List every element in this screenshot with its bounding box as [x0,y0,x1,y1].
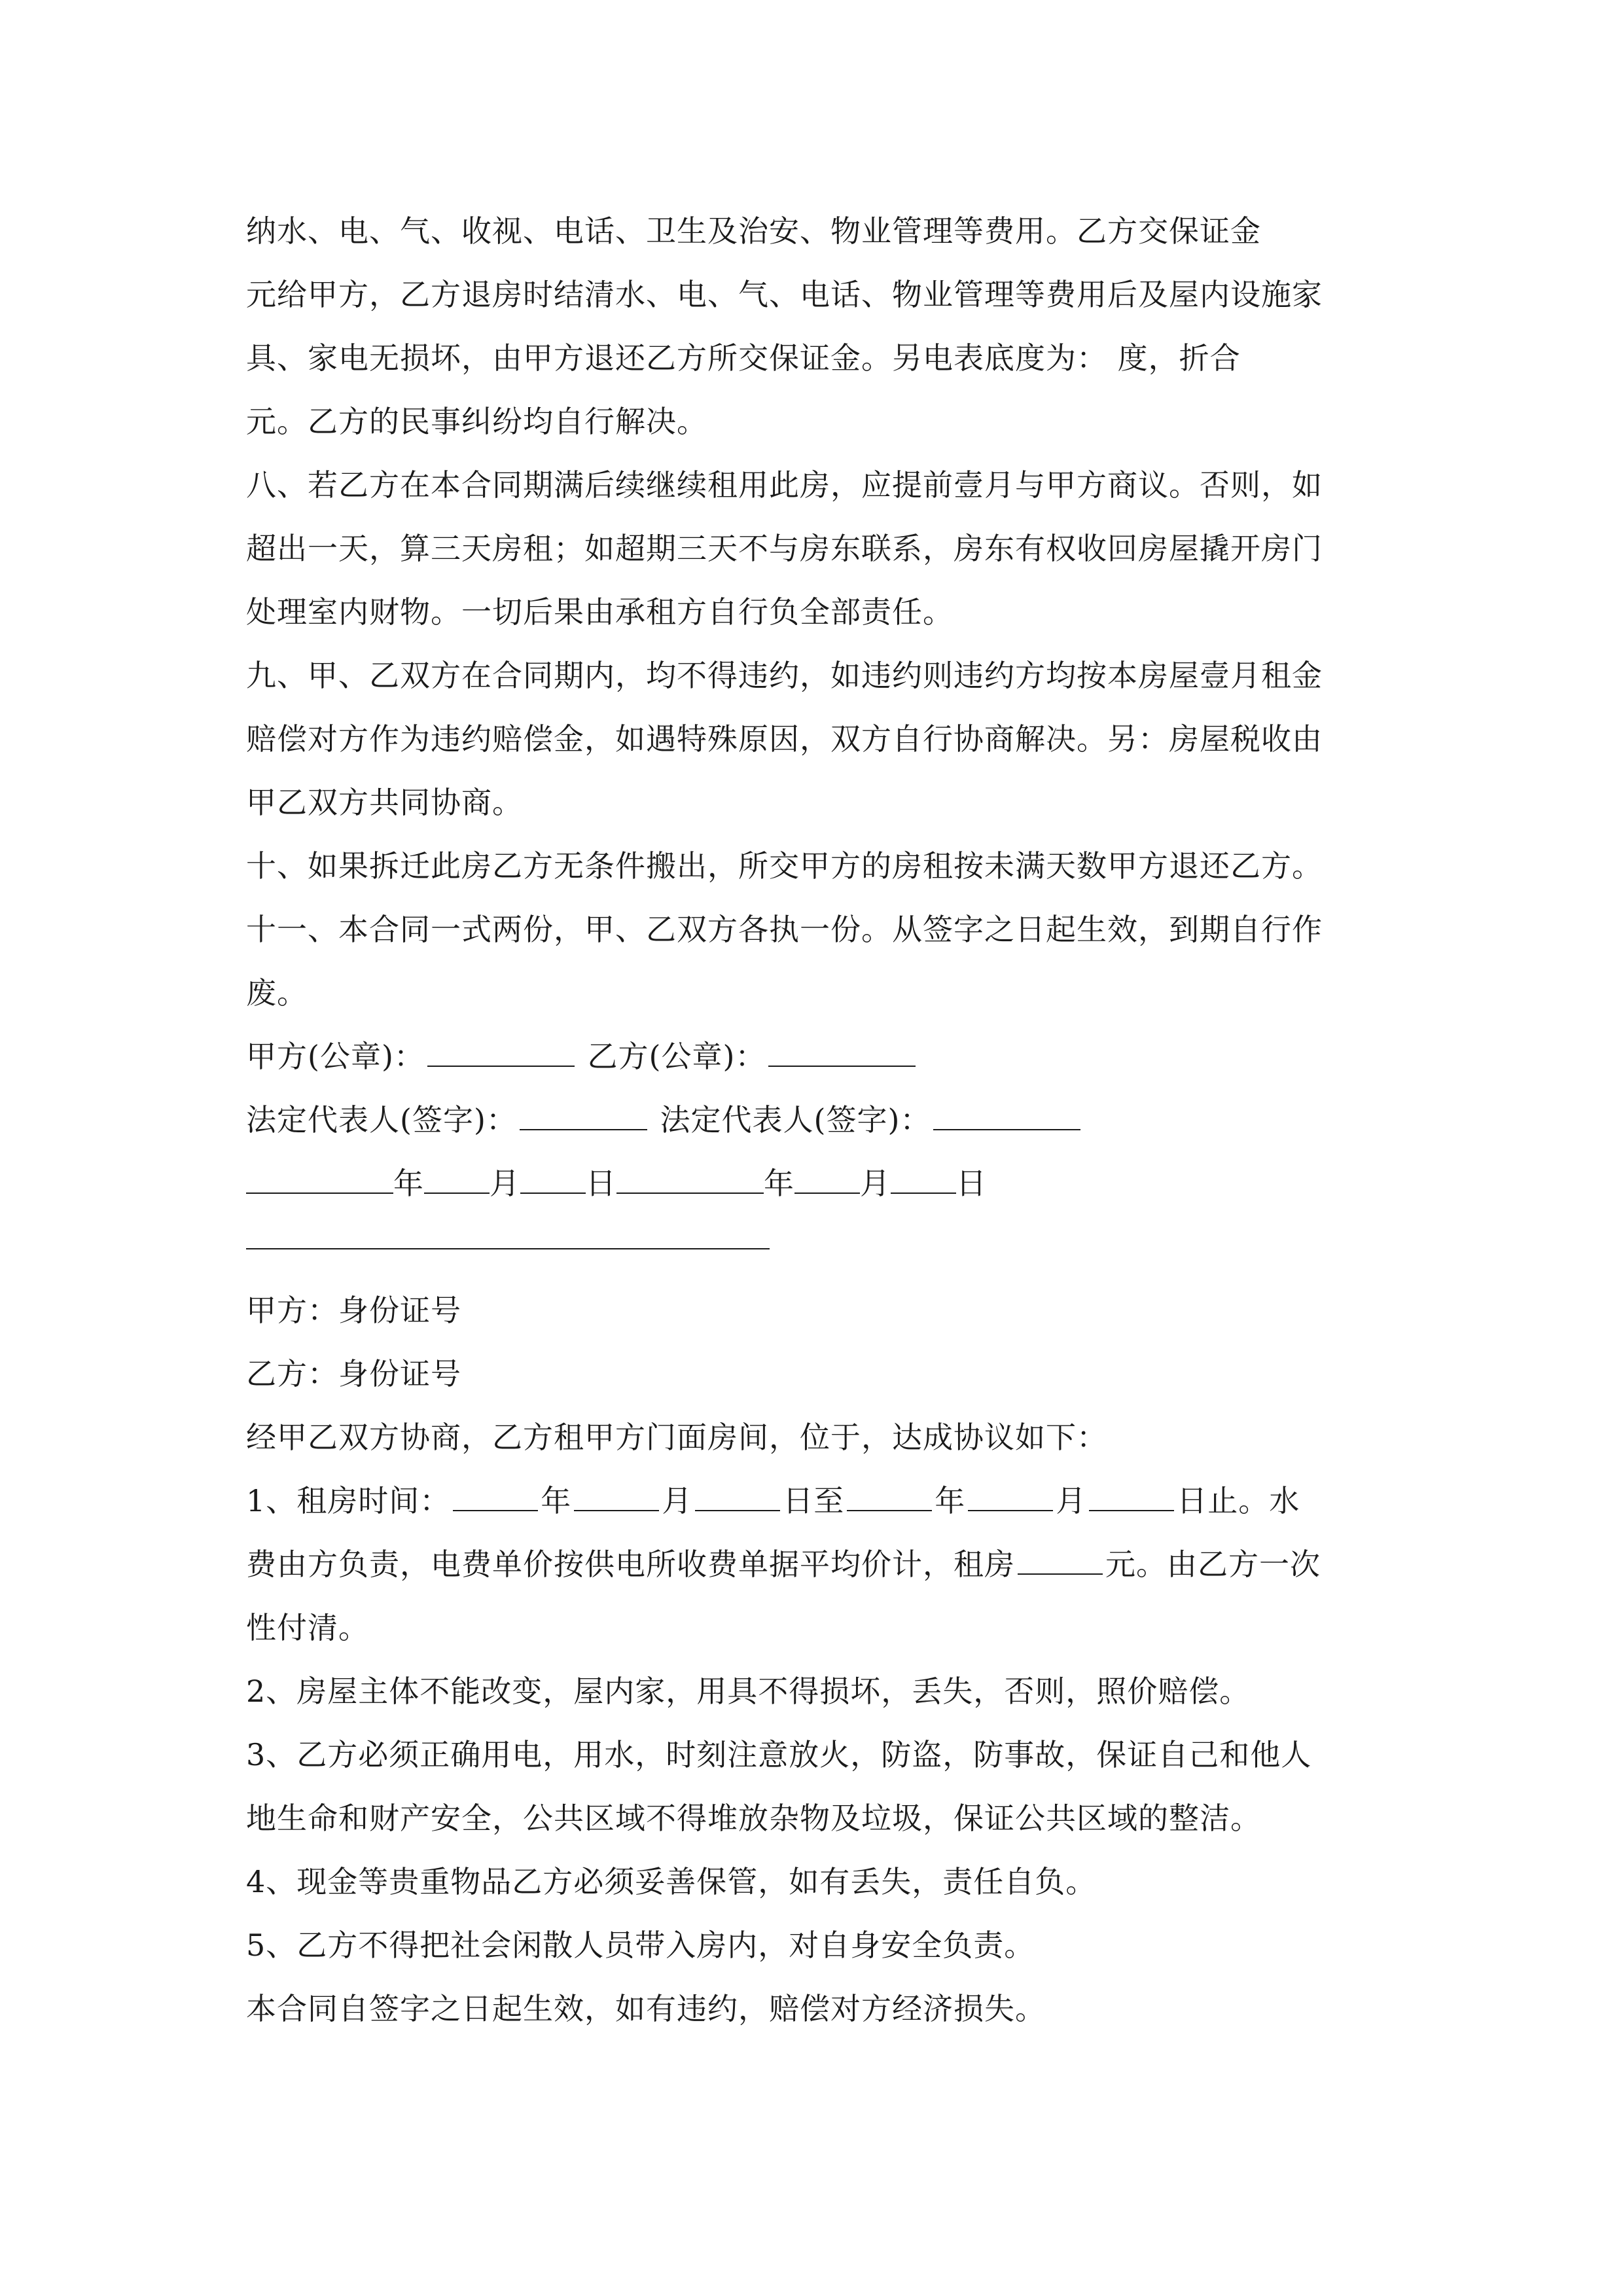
item-1-line-2-text-a: 费由方负责，电费单价按供电所收费单据平均价计，租房 [246,1547,1015,1582]
end-month-label: 月 [1056,1483,1087,1518]
start-day-label: 日 [783,1483,814,1518]
legal-rep-a-blank[interactable] [520,1103,647,1130]
section-8-line-2: 超出一天，算三天房租；如超期三天不与房东联系，房东有权收回房屋撬开房门 [246,531,1323,566]
section-8-line-1: 八、若乙方在本合同期满后续继续租用此房，应提前壹月与甲方商议。否则，如 [246,467,1323,503]
party-a-seal-blank[interactable] [427,1039,575,1067]
date-b-month-label: 月 [860,1166,891,1201]
item-1-to: 至 [813,1483,845,1518]
date-a-day-label: 日 [586,1166,616,1201]
item-5: 5、乙方不得把社会闲散人员带入房内，对自身安全负责。 [246,1928,1035,1963]
legal-rep-row [246,1088,1404,1152]
start-month-blank[interactable] [574,1484,659,1511]
item-1-line-2-text-b: 元。由乙方一次 [1105,1547,1321,1582]
section-7-line-4: 元。乙方的民事纠纷均自行解决。 [246,404,707,439]
party-b-seal-label: 乙方(公章)： [587,1039,766,1074]
date-a-year-blank[interactable] [246,1166,393,1194]
date-a-month-blank[interactable] [424,1166,490,1194]
divider-line [246,1248,770,1249]
section-11-line-2: 废。 [246,975,308,1011]
end-year-blank[interactable] [847,1484,932,1511]
section-9-line-1: 九、甲、乙双方在合同期内，均不得违约，如违约则违约方均按本房屋壹月租金 [246,658,1323,693]
end-day-blank[interactable] [1089,1484,1174,1511]
section-8-line-3: 处理室内财物。一切后果由承租方自行负全部责任。 [246,594,954,630]
section-11-line-1: 十一、本合同一式两份，甲、乙双方各执一份。从签字之日起生效，到期自行作 [246,912,1323,947]
legal-rep-a-label: 法定代表人(签字)： [246,1102,517,1138]
item-1-line-1 [246,1469,1404,1533]
date-a-month-label: 月 [490,1166,520,1201]
end-year-label: 年 [935,1483,966,1518]
end-day-label: 日 [1177,1483,1208,1518]
start-month-label: 月 [662,1483,693,1518]
date-b-year-blank[interactable] [616,1166,764,1194]
party-a-id-line: 甲方：身份证号 [246,1293,461,1328]
legal-rep-b-label: 法定代表人(签字)： [660,1102,931,1138]
contract-page [246,200,1404,2041]
item-1-label: 1、租房时间： [246,1483,451,1518]
item-3-line-1: 3、乙方必须正确用电，用水，时刻注意放火，防盗，防事故，保证自己和他人 [246,1737,1312,1772]
date-a-day-blank[interactable] [520,1166,586,1194]
section-9-line-3: 甲乙双方共同协商。 [246,785,523,820]
end-month-blank[interactable] [968,1484,1053,1511]
section-10-line-1: 十、如果拆迁此房乙方无条件搬出，所交甲方的房租按未满天数甲方退还乙方。 [246,848,1323,884]
section-divider [246,1215,1404,1279]
party-b-id-line: 乙方：身份证号 [246,1356,461,1391]
section-9-line-2: 赔偿对方作为违约赔偿金，如遇特殊原因，双方自行协商解决。另：房屋税收由 [246,721,1323,757]
item-2: 2、房屋主体不能改变，屋内家，用具不得损坏，丢失，否则，照价赔偿。 [246,1674,1251,1709]
start-year-label: 年 [541,1483,572,1518]
closing-statement: 本合同自签字之日起生效，如有违约，赔偿对方经济损失。 [246,1991,1046,2026]
item-3-line-2: 地生命和财产安全，公共区域不得堆放杂物及垃圾，保证公共区域的整洁。 [246,1801,1261,1836]
agreement-intro: 经甲乙双方协商，乙方租甲方门面房间，位于，达成协议如下： [246,1420,1107,1455]
date-b-day-label: 日 [956,1166,987,1201]
date-a-year-label: 年 [393,1166,424,1201]
item-1-end: 止。水 [1207,1483,1300,1518]
item-1-line-2 [246,1533,1404,1596]
legal-rep-b-blank[interactable] [933,1103,1080,1130]
date-b-day-blank[interactable] [891,1166,956,1194]
section-7-line-2: 元给甲方，乙方退房时结清水、电、气、电话、物业管理等费用后及屋内设施家 [246,277,1323,312]
date-b-month-blank[interactable] [794,1166,860,1194]
item-4: 4、现金等贵重物品乙方必须妥善保管，如有丢失，责任自负。 [246,1864,1097,1899]
start-day-blank[interactable] [695,1484,780,1511]
section-7-line-3: 具、家电无损坏，由甲方退还乙方所交保证金。另电表底度为： 度，折合 [246,340,1241,376]
date-row [246,1152,1404,1215]
item-1-line-3: 性付清。 [246,1610,369,1645]
seal-signature-row [246,1025,1404,1088]
rent-amount-blank[interactable] [1018,1547,1103,1575]
start-year-blank[interactable] [453,1484,538,1511]
section-7-line-1: 纳水、电、气、收视、电话、卫生及治安、物业管理等费用。乙方交保证金 [246,213,1261,249]
party-a-seal-label: 甲方(公章)： [246,1039,425,1074]
party-b-seal-blank[interactable] [768,1039,916,1067]
date-b-year-label: 年 [764,1166,794,1201]
